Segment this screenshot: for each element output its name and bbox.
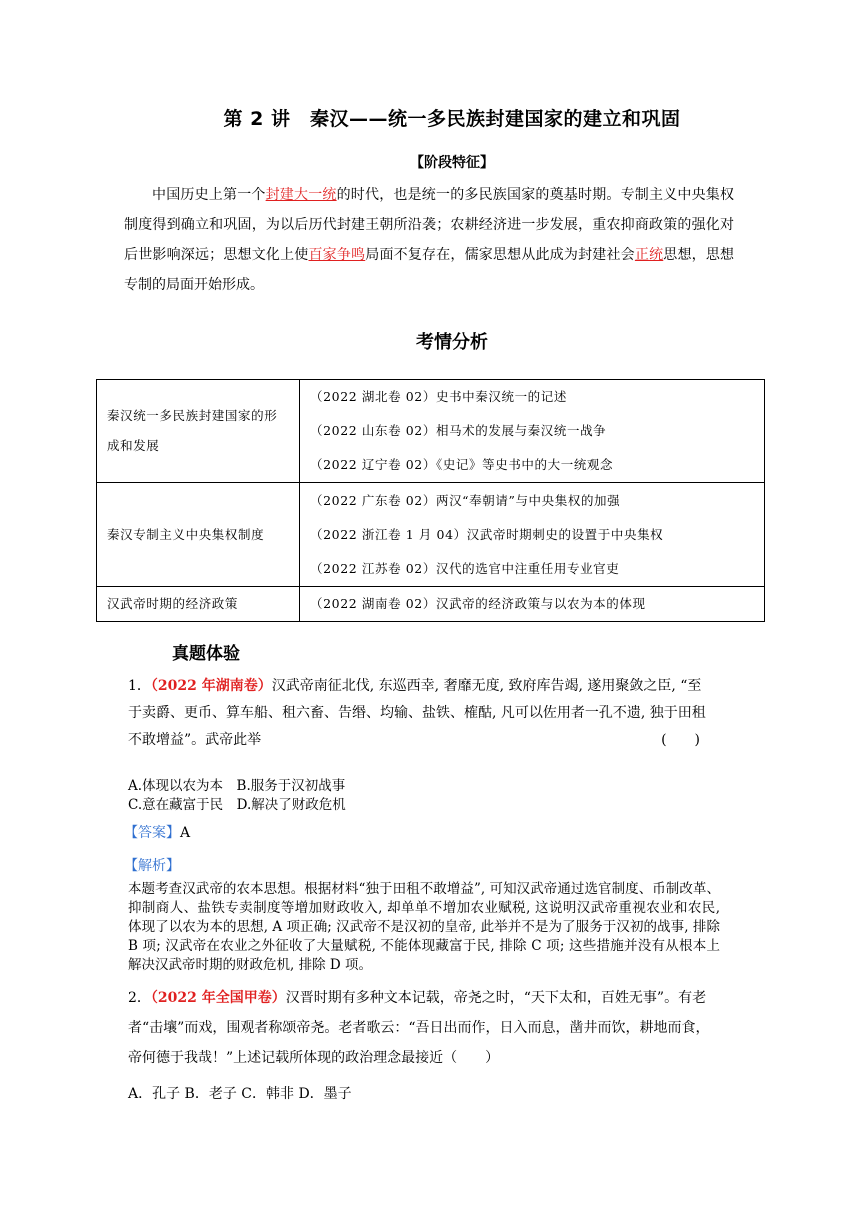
option-line: A.体现以农为本 B.服务于汉初战事: [128, 778, 346, 794]
topic-cell: 汉武帝时期的经济政策: [97, 587, 300, 622]
table-row: [97, 587, 765, 622]
exam-item: （2022 湖北卷 02）史书中秦汉统一的记述: [310, 389, 567, 404]
question-1-options: [128, 777, 346, 815]
analysis-text: 本题考查汉武帝的农本思想。根据材料“独于田租不敢增益”, 可知汉武帝通过选官制度、币制改革、抑制商人、盐铁专卖制度等增加财政收入, 却单单不增加农业赋税, 这说明汉武帝重视农业和农民, 体现了以农为本的思想, A 项正确; 汉武帝不是汉初的皇帝, 此举并不是为了服务于汉初的战事, 排除 B 项; 汉武帝在农业之外征收了大量赋税, 不能体现藏富于民, 排除 C 项; 这些措施并没有从根本上解决汉武帝时期的财政危机, 排除 D 项。: [128, 881, 720, 973]
items-cell: [300, 483, 765, 587]
option-line: C.意在藏富于民 D.解决了财政危机: [128, 797, 346, 813]
real-exam-heading: 真题体验: [172, 644, 240, 664]
highlight-term: 百家争鸣: [308, 247, 366, 263]
question-stem: 汉晋时期有多种文本记载，帝尧之时，“天下太和，百姓无事”。有老者“击壤”而戏，围观者称颂帝尧。老者歌云：“吾日出而作，日入而息，凿井而饮，耕地而食，帝何德于我哉！”上述记载所体现的政治理念最接近（ ）: [128, 990, 710, 1066]
intro-paragraph: [124, 180, 734, 300]
intro-text: 思想，思想专制的局面开始形成。: [124, 247, 735, 293]
items-cell: [300, 587, 765, 622]
intro-text: 的时代，也是统一的多民族国家的奠基时期。专制主义中央集权制度得到确立和巩固，为以后历代封建王朝所沿袭；农耕经济进一步发展，重农抑商政策的强化对后世影响深远；思想文化上使: [124, 187, 735, 263]
stage-heading: 【阶段特征】: [410, 155, 494, 171]
question-1: [128, 673, 712, 754]
question-stem: 汉武帝南征北伐, 东巡西幸, 奢靡无度, 致府库告竭, 遂用聚敛之臣, “至于卖爵、更币、算车船、租六畜、告缗、均输、盐铁、榷酤, 凡可以佐用者一孔不遗, 独于田租不敢增益”。武帝此举: [128, 678, 706, 748]
question-number: 1．: [128, 678, 151, 694]
exam-item: （2022 山东卷 02）相马术的发展与秦汉统一战争: [310, 423, 607, 438]
answer-line: [124, 822, 190, 842]
topic-cell: 秦汉专制主义中央集权制度: [97, 483, 300, 587]
answer-value: A: [180, 825, 191, 841]
question-number: 2．: [128, 990, 151, 1006]
highlight-term: 封建大一统: [265, 187, 337, 203]
exam-item: （2022 辽宁卷 02）《史记》等史书中的大一统观念: [310, 457, 614, 472]
analysis-table: [96, 379, 765, 622]
items-cell: [300, 380, 765, 483]
lecture-title: 第 2 讲 秦汉——统一多民族封建国家的建立和巩固: [223, 108, 681, 130]
analysis-label: 【解析】: [124, 858, 180, 874]
table-row: [97, 483, 765, 587]
answer-label: 【答案】: [124, 825, 180, 841]
table-row: [97, 380, 765, 483]
exam-item: （2022 浙江卷 1 月 04）汉武帝时期刺史的设置于中央集权: [310, 526, 664, 542]
intro-text: 中国历史上第一个: [152, 187, 266, 203]
exam-item: （2022 江苏卷 02）汉代的选官中注重任用专业官吏: [310, 560, 620, 576]
exam-item: （2022 湖南卷 02）汉武帝的经济政策与以农为本的体现: [310, 596, 646, 611]
question-2-options: A．孔子 B．老子 C．韩非 D．墨子: [128, 1086, 352, 1102]
answer-blank: ( ): [661, 732, 700, 748]
question-source: （2022 年湖南卷）: [150, 678, 272, 694]
question-source: （2022 年全国甲卷）: [150, 990, 286, 1006]
topic-cell: 秦汉统一多民族封建国家的形成和发展: [97, 380, 300, 483]
exam-item: （2022 广东卷 02）两汉“奉朝请”与中央集权的加强: [310, 492, 621, 508]
analysis-title: 考情分析: [416, 332, 488, 353]
question-2: [128, 983, 712, 1073]
highlight-term: 正统: [634, 247, 664, 263]
intro-text: 局面不复存在，儒家思想从此成为封建社会: [365, 247, 635, 263]
